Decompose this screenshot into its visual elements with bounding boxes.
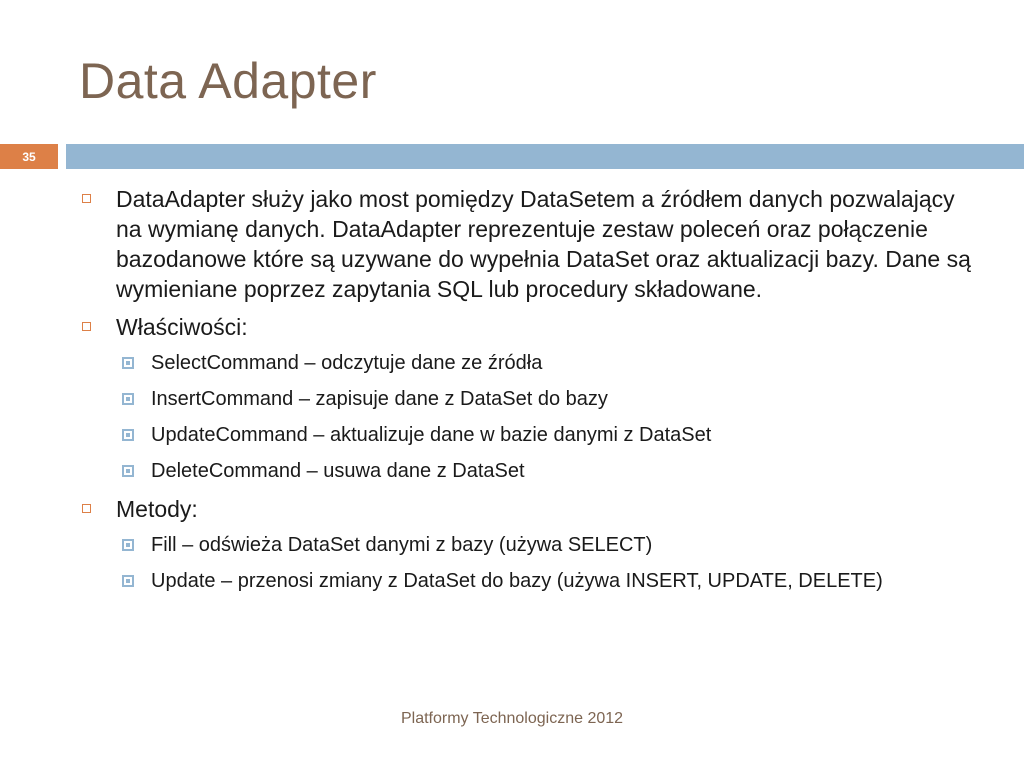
title-underline-bar	[66, 144, 1024, 169]
bullet-text: Metody:	[116, 496, 198, 522]
filled-square-bullet-icon	[122, 429, 134, 441]
sub-bullet-text: Update – przenosi zmiany z DataSet do bazy (używa INSERT, UPDATE, DELETE)	[151, 570, 883, 592]
filled-square-bullet-icon	[122, 575, 134, 587]
sub-bullet-update-command	[79, 422, 979, 448]
filled-square-bullet-icon	[122, 539, 134, 551]
filled-square-bullet-icon	[122, 357, 134, 369]
filled-square-bullet-icon	[122, 393, 134, 405]
filled-square-bullet-icon	[122, 465, 134, 477]
sub-bullet-insert-command	[79, 386, 979, 412]
sub-bullet-text: InsertCommand – zapisuje dane z DataSet do bazy	[151, 388, 608, 410]
slide-footer: Platformy Technologiczne 2012	[400, 710, 624, 727]
bullet-text: DataAdapter służy jako most pomiędzy DataSetem a źródłem danych pozwalający na wymianę danych. DataAdapter reprezentuje zestaw poleceń oraz połączenie bazodanowe które są uzywane do wypełnia DataSet oraz aktualizacji bazy. Dane są wymieniane poprzez zapytania SQL lub procedury składowane.	[116, 186, 971, 302]
sub-bullet-update	[79, 568, 979, 594]
sub-bullet-select-command	[79, 350, 979, 376]
square-bullet-icon	[82, 322, 91, 331]
slide-content	[79, 184, 979, 604]
sub-bullet-text: DeleteCommand – usuwa dane z DataSet	[151, 460, 525, 482]
sub-bullet-delete-command	[79, 458, 979, 484]
bullet-text: Właściwości:	[116, 314, 248, 340]
bullet-properties	[79, 312, 979, 342]
slide-number: 35	[22, 149, 36, 164]
sub-bullet-fill	[79, 532, 979, 558]
bullet-intro	[79, 184, 979, 304]
square-bullet-icon	[82, 194, 91, 203]
square-bullet-icon	[82, 504, 91, 513]
slide-title: Data Adapter	[79, 53, 377, 109]
bullet-methods	[79, 494, 979, 524]
sub-bullet-text: SelectCommand – odczytuje dane ze źródła	[151, 352, 543, 374]
slide-number-badge	[0, 144, 58, 169]
sub-bullet-text: UpdateCommand – aktualizuje dane w bazie danymi z DataSet	[151, 424, 712, 446]
sub-bullet-text: Fill – odświeża DataSet danymi z bazy (używa SELECT)	[151, 534, 653, 556]
